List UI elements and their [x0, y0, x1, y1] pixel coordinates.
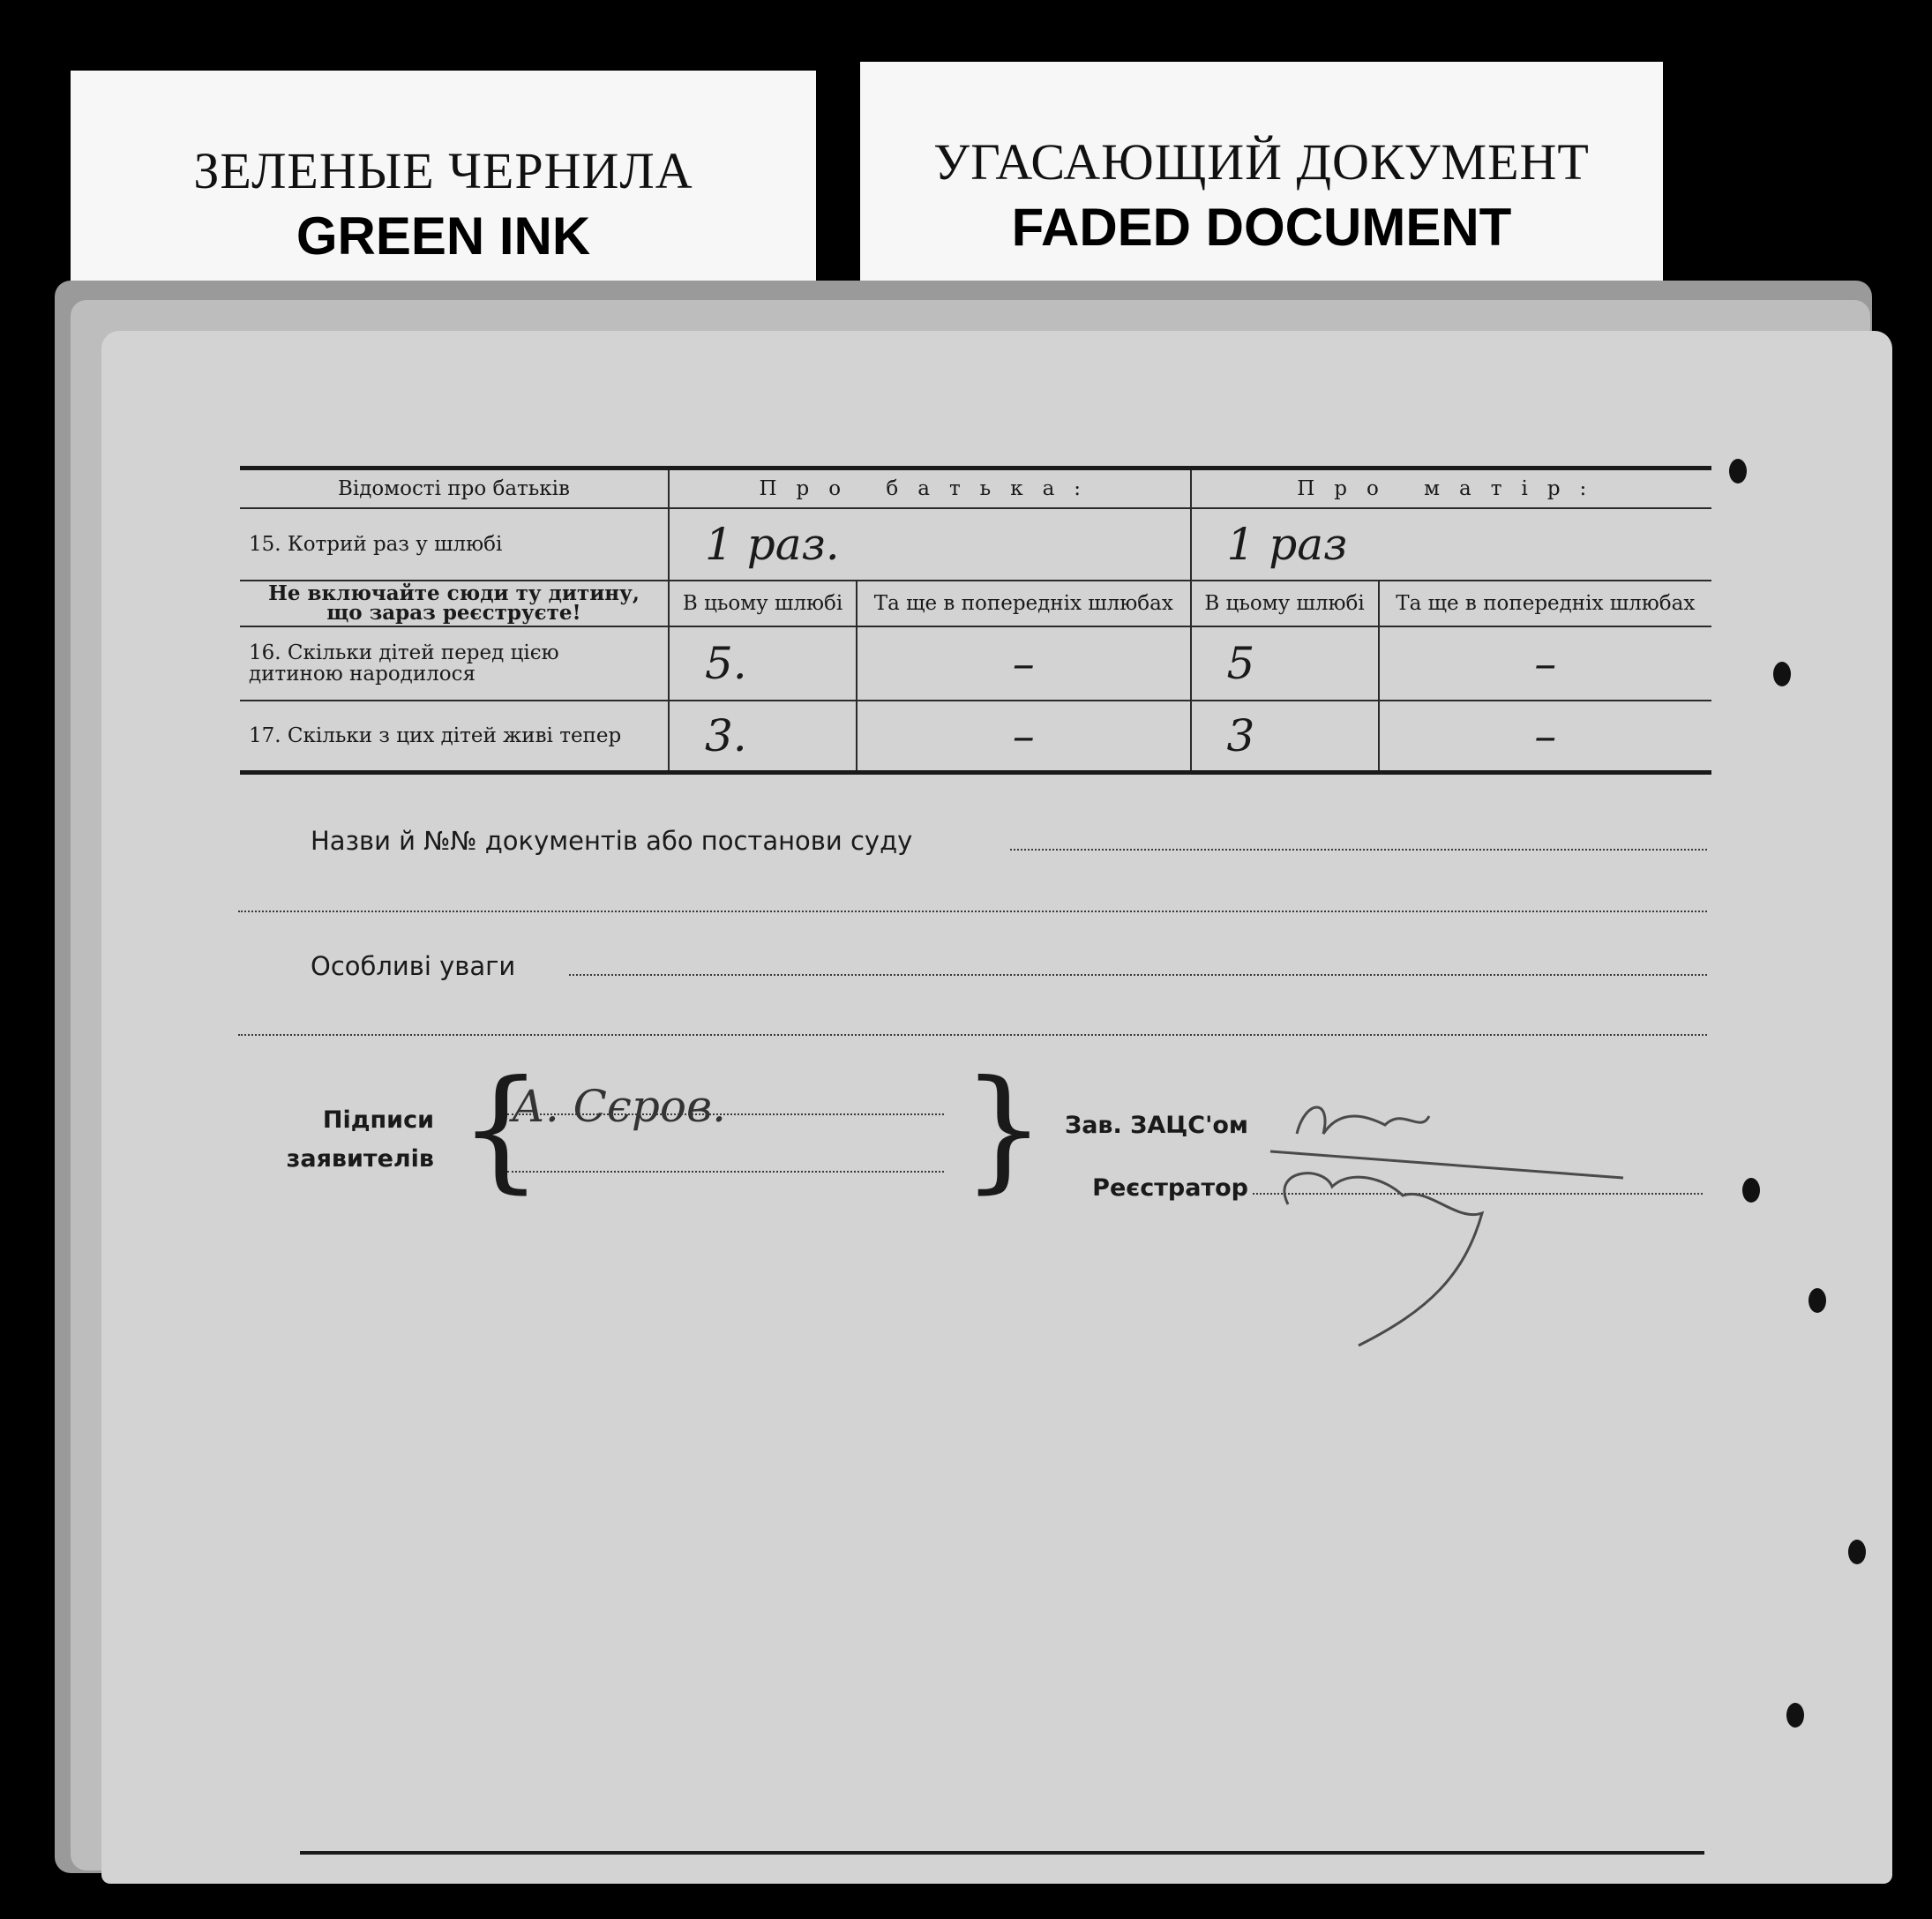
punch-hole: [1786, 1703, 1804, 1728]
row16-mother-this: 5: [1191, 626, 1379, 701]
header-parents-info: Відомості про батьків: [240, 469, 669, 509]
row17-father-this: 3.: [669, 701, 857, 773]
table-subheader-row: [240, 581, 1711, 626]
header-mother: Про матір:: [1191, 469, 1712, 509]
head-zags-label: Зав. ЗАЦС'ом: [1065, 1112, 1248, 1139]
punch-hole: [1808, 1288, 1826, 1313]
table-header-row: [240, 469, 1711, 509]
bottom-rule: [300, 1851, 1704, 1855]
subheader-father-prev-marriages: Та ще в попередніх шлюбах: [857, 581, 1190, 626]
faded-document-tag-en: FADED DOCUMENT: [1011, 198, 1512, 257]
row17-label: 17. Скільки з цих дітей живі тепер: [240, 701, 669, 773]
green-ink-tag-ru: ЗЕЛЕНЫЕ ЧЕРНИЛА: [193, 142, 693, 199]
row16-father-this: 5.: [669, 626, 857, 701]
faded-document-tag: [860, 62, 1663, 296]
documents-label: Назви й №№ документів або постанови суду: [311, 826, 913, 856]
applicants-label-line2: заявителів: [286, 1145, 434, 1173]
applicant-signature-line-2: [507, 1171, 944, 1173]
exclude-child-warning: Не включайте сюди ту дитину, що зараз реєструєте!: [240, 581, 669, 626]
subheader-mother-this-marriage: В цьому шлюбі: [1191, 581, 1379, 626]
table-row: [240, 508, 1711, 581]
row15-label: 15. Котрий раз у шлюбі: [240, 508, 669, 581]
punch-hole: [1848, 1540, 1866, 1564]
remarks-dotted-line-2: [238, 1034, 1707, 1036]
faded-document-tag-ru: УГАСАЮЩИЙ ДОКУМЕНТ: [933, 133, 1590, 191]
table-row: [240, 701, 1711, 773]
applicants-label-line1: Підписи: [322, 1106, 434, 1134]
parents-info-table: [240, 466, 1711, 775]
applicant-signature: А. Сєров.: [512, 1081, 727, 1132]
punch-hole: [1729, 459, 1747, 483]
right-brace: }: [962, 1053, 1046, 1206]
left-brace: {: [459, 1053, 543, 1206]
row16-mother-prev: –: [1379, 626, 1711, 701]
row17-mother-this: 3: [1191, 701, 1379, 773]
subheader-mother-prev-marriages: Та ще в попередніх шлюбах: [1379, 581, 1711, 626]
documents-dotted-line-2: [238, 911, 1707, 912]
punch-hole: [1773, 662, 1791, 686]
remarks-label: Особливі уваги: [311, 951, 516, 981]
green-ink-tag: [71, 71, 816, 282]
green-ink-tag-en: GREEN INK: [296, 206, 591, 266]
official-signatures-scribble: [1253, 1081, 1641, 1372]
row15-father-value: 1 раз.: [669, 508, 1191, 581]
applicant-signature-line-1: [507, 1113, 944, 1115]
header-father: Про батька:: [669, 469, 1191, 509]
row15-mother-value: 1 раз: [1191, 508, 1712, 581]
subheader-father-this-marriage: В цьому шлюбі: [669, 581, 857, 626]
remarks-dotted-line: [569, 974, 1707, 976]
row17-father-prev: –: [857, 701, 1190, 773]
documents-dotted-line: [1010, 849, 1707, 851]
table-row: [240, 626, 1711, 701]
registrar-label: Реєстратор: [1092, 1174, 1248, 1202]
punch-hole: [1742, 1178, 1760, 1203]
row17-mother-prev: –: [1379, 701, 1711, 773]
applicants-signatures-label: [265, 1101, 434, 1179]
row16-label: 16. Скільки дітей перед цією дитиною народилося: [240, 626, 669, 701]
row16-father-prev: –: [857, 626, 1190, 701]
